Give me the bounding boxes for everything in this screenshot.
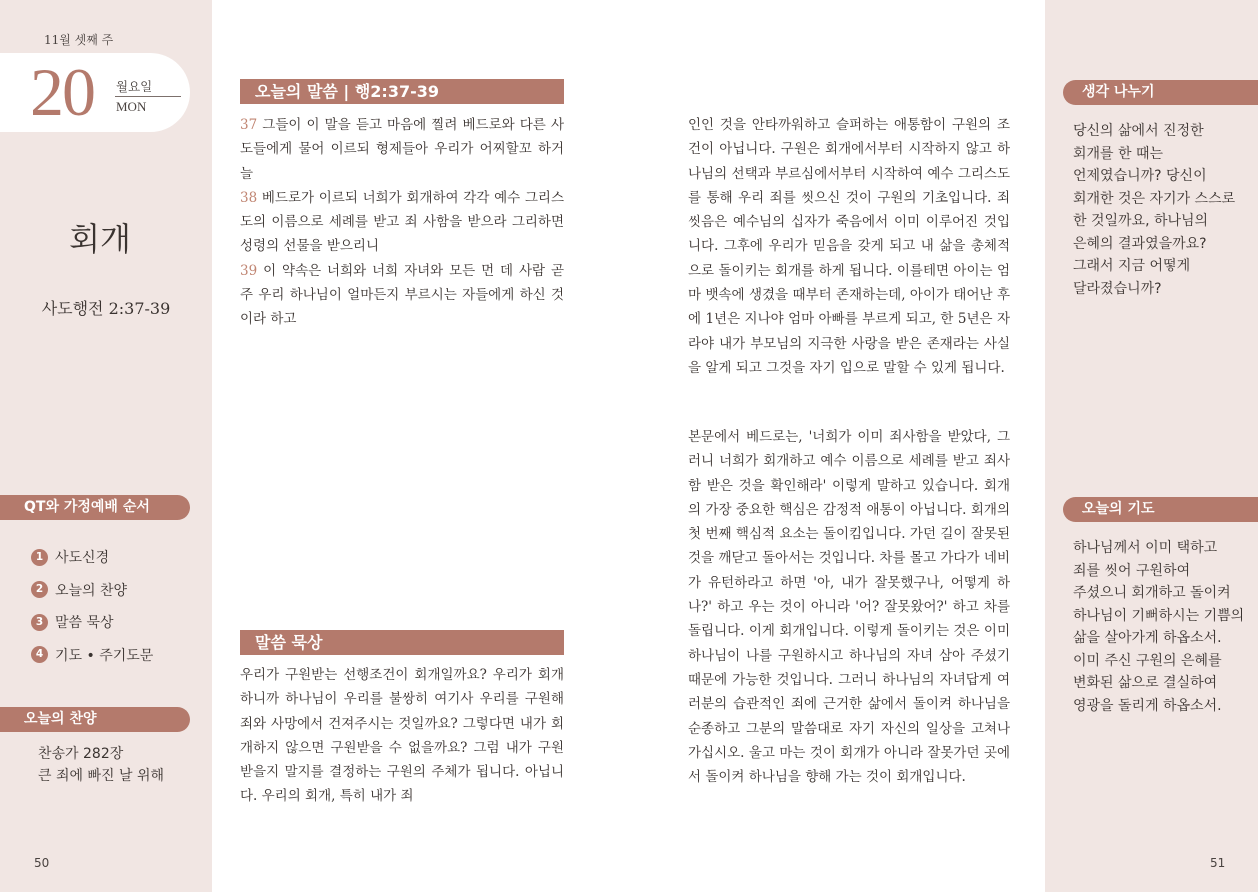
number-badge-icon: 1 <box>31 549 48 566</box>
verse-text: 이 약속은 너희와 너희 자녀와 모든 먼 데 사람 곧 주 우리 하나님이 얼마든지 부르시는 자들에게 하신 것이라 하고 <box>240 262 564 328</box>
meditation-column-2-paragraph-2: 본문에서 베드로는, '너희가 이미 죄사함을 받았다, 그러니 너희가 회개하고 예수 이름으로 세례를 받고 죄사함 받은 것을 확인해라' 이렇게 말하고 있습니다. 회개의 가장 중요한 핵심은 감정적 애통이 아닙니다. 회개의 첫 번째 핵심적 요소는 돌이킴입니다. 가던 길이 잘못된 것을 깨닫고 돌아서는 것입니다. 차를 몰고 가다가 네비가 유턴하라고 하면 '아, 내가 잘못했구나, 어떻게 하나?' 하고 우는 것이 아니라 '어? 잘못왔어?' 하고 차를 돌립니다. 이게 회개입니다. 이렇게 돌이키는 것은 이미 하나님이 나를 구원하시고 하나님의 자녀 삼아 주셨기 때문에 가능한 것입니다. 그러니 하나님의 자녀답게 여러분의 습관적인 죄에 근거한 삶에서 돌이켜 하나님을 순종하고 그분의 말씀대로 자기 자신의 일상을 고쳐나가십시오. 울고 마는 것이 회개가 아니라 잘못가던 곳에서 돌이켜 하나님을 향해 가는 것이 회개입니다. <box>688 429 1010 786</box>
order-item-4 <box>31 639 153 672</box>
order-item-label: 오늘의 찬양 <box>55 582 128 599</box>
verse-number: 39 <box>240 262 258 279</box>
hymn-number: 찬송가 282장 <box>38 746 124 762</box>
verse-text: 베드로가 이르되 너희가 회개하여 각각 예수 그리스도의 이름으로 세례를 받고 죄 사함을 받으라 그리하면 성령의 선물을 받으리니 <box>240 189 564 255</box>
scripture-passage <box>240 113 564 332</box>
weekday-korean: 월요일 <box>116 79 153 94</box>
number-badge-icon: 4 <box>31 646 48 663</box>
scripture-reference: 사도행전 2:37-39 <box>41 299 171 318</box>
hymn-info <box>38 743 164 787</box>
verse-37 <box>240 113 564 186</box>
page-number-left: 50 <box>34 856 50 870</box>
verse-number: 37 <box>240 117 258 133</box>
verse-number: 38 <box>240 189 258 206</box>
date-number: 20 <box>30 54 94 130</box>
verse-39 <box>240 259 564 332</box>
prayer-header: 오늘의 기도 <box>1063 497 1258 522</box>
hymn-title: 큰 죄에 빠진 날 위해 <box>38 768 164 784</box>
order-list <box>31 541 153 671</box>
date-card <box>0 53 190 132</box>
order-item-1 <box>31 541 153 574</box>
order-item-3 <box>31 606 153 639</box>
weekday-english: MON <box>116 99 147 114</box>
number-badge-icon: 3 <box>31 614 48 631</box>
order-item-label: 말씀 묵상 <box>55 615 114 632</box>
number-badge-icon: 2 <box>31 581 48 598</box>
meditation-column-2-paragraph-1: 인인 것을 안타까워하고 슬퍼하는 애통함이 구원의 조건이 아닙니다. 구원은 회개에서부터 시작하지 않고 하나님의 선택과 부르심에서부터 시작하여 예수 그리스도를 통해 우리 죄를 씻으신 것이 구원의 기초입니다. 죄씻음은 예수님의 십자가 죽음에서 이미 이루어진 것입니다. 그후에 우리가 믿음을 갖게 되고 내 삶을 총체적으로 돌이키는 회개를 하게 됩니다. 이를테면 아이는 엄마 뱃속에 생겼을 때부터 존재하는데, 아이가 태어난 후에 1년은 지나야 엄마 아빠를 부르게 되고, 한 5년은 자라야 내가 부모님의 지극한 사랑을 받은 존재라는 사실을 알게 되고 그것을 자기 입으로 말할 수 있게 됩니다. <box>688 117 1010 376</box>
prayer-text: 하나님께서 이미 택하고 죄를 씻어 구원하여 주셨으니 회개하고 돌이켜 하나님이 기뻐하시는 기쁨의 삶을 살아가게 하옵소서. 이미 주신 구원의 은혜를 변화된 삶으로 결실하여 영광을 돌리게 하옵소서. <box>1073 540 1245 714</box>
date-divider <box>115 96 181 97</box>
order-section-header: QT와 가정예배 순서 <box>0 495 190 520</box>
reflection-header: 생각 나누기 <box>1063 80 1258 105</box>
week-label: 11월 셋째 주 <box>44 33 114 47</box>
order-item-2 <box>31 574 153 607</box>
hymn-section-header: 오늘의 찬양 <box>0 707 190 732</box>
verse-text: 그들이 이 말을 듣고 마음에 찔려 베드로와 다른 사도들에게 물어 이르되 형제들아 우리가 어찌할꼬 하거늘 <box>240 117 564 182</box>
scripture-heading: 오늘의 말씀 | 행2:37-39 <box>240 79 564 104</box>
meditation-column-1: 우리가 구원받는 선행조건이 회개일까요? 우리가 회개하니까 하나님이 우리를 불쌍히 여기사 우리를 구원해 죄와 사망에서 건져주시는 것일까요? 그렇다면 내가 회개하지 않으면 구원받을 수 없을까요? 그럼 내가 구원 받을지 말지를 결정하는 구원의 주체가 됩니다. 아닙니다. 우리의 회개, 특히 내가 죄 <box>240 667 564 805</box>
verse-38 <box>240 186 564 259</box>
reflection-questions: 당신의 삶에서 진정한 회개를 한 때는 언제였습니까? 당신이 회개한 것은 자기가 스스로 한 것일까요, 하나님의 은혜의 결과였을까요? 그래서 지금 어떻게 달라졌습니까? <box>1073 123 1236 297</box>
order-item-label: 기도 • 주기도문 <box>55 647 154 664</box>
order-item-label: 사도신경 <box>55 550 110 567</box>
daily-theme-title: 회개 <box>69 220 131 258</box>
meditation-heading: 말씀 묵상 <box>240 630 564 655</box>
page-number-right: 51 <box>1210 856 1226 870</box>
